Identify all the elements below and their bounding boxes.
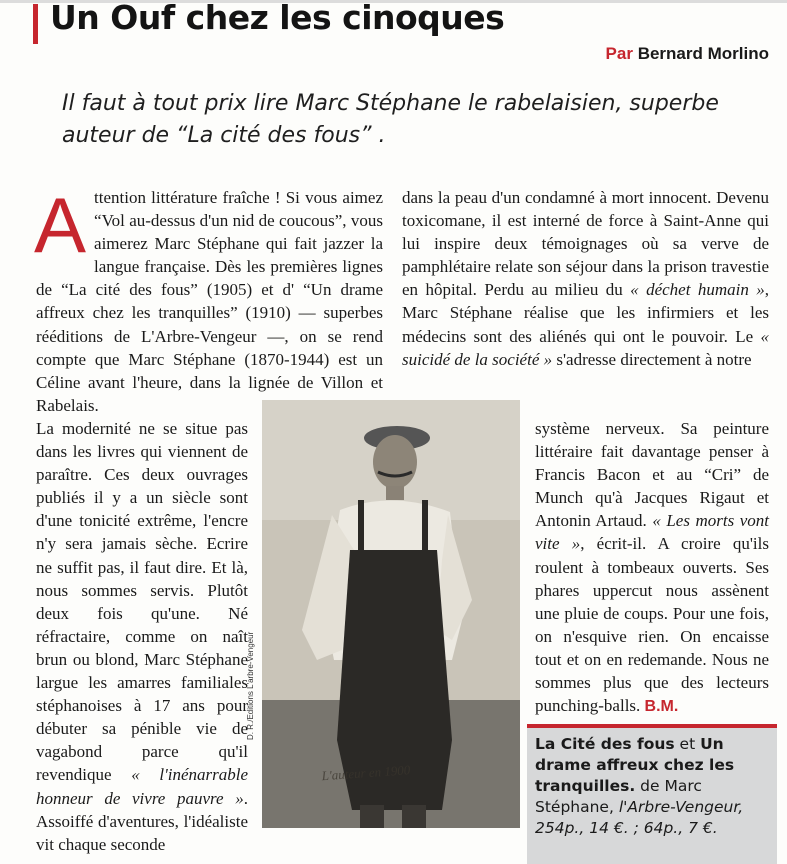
- author-photo: [262, 400, 520, 828]
- body-col2-top: [402, 186, 769, 371]
- byline: [606, 44, 769, 64]
- col2-top-text-b: , Marc Stéphane réalise que les infirmiers et les médecins sont des aliénés qui ont le pouvoir. Le: [402, 280, 770, 346]
- col1-bottom-text-a: La modernité ne se situe pas dans les livres qui viennent de paraître. Ces deux ouvrages publiés il y a un siècle sont d'une tonicité extrême, l'encre n'y sera jamais sèche. Ecrire ne suffit pas, il faut dire. Et là, nous sommes servis. Plutôt deux fois qu'une. Né réfractaire, comme on naît brun ou blond, Marc Stéphane largue les amarres familiales stéphanoises à 17 ans pour débuter sa pénible vie de vagabond parce qu'il revendique: [36, 419, 248, 785]
- body-col1-top: [34, 181, 383, 417]
- col1-quote: « l'inénarrable honneur de vivre pauvre »: [36, 765, 248, 808]
- body-col1-bottom: [36, 417, 248, 856]
- infobox-connector: et: [674, 735, 701, 753]
- book-infobox: [527, 724, 777, 864]
- book-title-2: Un drame affreux chez les tranquilles.: [535, 735, 735, 795]
- article-title: Un Ouf chez les cinoques: [50, 0, 505, 37]
- infobox-details: 254p., 14 €. ; 64p., 7 €.: [535, 819, 718, 837]
- photo-credit: D. R./Editions L'arbre-Vengeur: [246, 631, 255, 740]
- author-name: Bernard Morlino: [637, 44, 769, 63]
- col1-bottom-text-b: . Assoiffé d'aventures, l'idéaliste vit chaque seconde: [36, 788, 248, 854]
- title-accent-bar: [33, 4, 38, 44]
- infobox-by: de Marc Stéphane,: [535, 777, 702, 816]
- body-col2-bottom: [535, 417, 769, 718]
- book-title-1: La Cité des fous: [535, 735, 675, 753]
- col2-top-text-a: dans la peau d'un condamné à mort innocent. Devenu toxicomane, il est interné de force à Saint-Anne qui lui inspire deux témoignages où sa verve de pamphlétaire relate son séjour dans la prison travestie en hôpital. Perdu au milieu du: [402, 188, 769, 300]
- col2-bottom-text-b: , écrit-il. A croire qu'ils roulent à tombeaux ouverts. Ses phares uppercut nous assènent une pluie de coups. Pour une fois, on n'esquive rien. On encaisse tout et on en redemande. Nous ne sommes plus que des lecteurs punching-balls.: [535, 534, 769, 716]
- drop-cap: A: [34, 181, 87, 269]
- col2-quote-2: « suicidé de la société »: [402, 326, 770, 369]
- col1-top-text: ttention littérature fraîche ! Si vous aimez “Vol au-dessus d'un nid de coucous”, vous aimerez Marc Stéphane qui fait jazzer la langue française. Dès les premières lignes de “La cité des fous” (1905) et d' “Un drame affreux chez les tranquilles” (1910) — superbes rééditions de L'Arbre-Vengeur —, on se rend compte que Marc Stéphane (1870-1944) est un Céline avant l'heure, dans la lignée de Villon et Rabelais.: [36, 188, 383, 415]
- standfirst: Il faut à tout prix lire Marc Stéphane le rabelaisien, superbe auteur de “La cité des fous” .: [62, 91, 719, 148]
- photo-handwritten-caption: L'auteur en 1900: [321, 762, 411, 784]
- author-initials: B.M.: [644, 698, 679, 716]
- col2-bottom-text-a: système nerveux. Sa peinture littéraire fait davantage penser à Francis Bacon et au “Cri” de Munch qu'à Jacques Rigaut et Antonin Artaud.: [535, 419, 769, 531]
- infobox-accent: [527, 724, 777, 728]
- infobox-text: [535, 734, 775, 839]
- infobox-publisher: l'Arbre-Vengeur,: [618, 798, 744, 816]
- byline-prefix: Par: [605, 44, 633, 63]
- col2-quote-3: « Les morts vont vite »: [535, 511, 770, 554]
- col2-quote-1: « déchet humain »: [630, 280, 765, 300]
- col2-top-text-c: s'adresse directement à notre: [556, 349, 752, 369]
